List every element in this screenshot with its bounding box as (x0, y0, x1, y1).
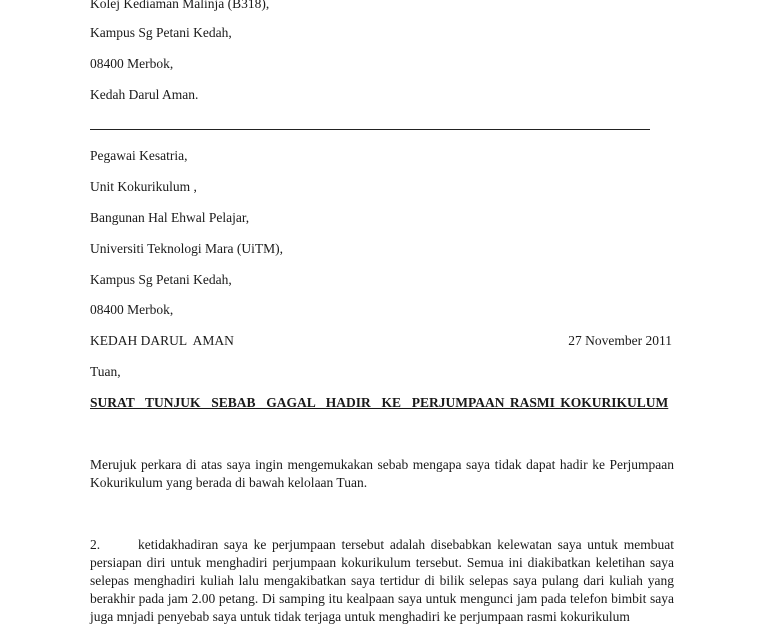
body-paragraph-1 (90, 456, 674, 492)
recipient-address-line-7: KEDAH DARUL AMAN (90, 333, 234, 348)
paragraph-text: ketidakhadiran saya ke perjumpaan tersebut adalah disebabkan kelewatan saya untuk membuat persiapan diri untuk menghadiri perjumpaan kokurikulum tersebut. Semua ini diakibatkan keletihan saya selepas menghadiri kuliah lalu mengakibatkan saya tertidur di bilik selepas saya pulang dari kuliah yang berakhir pada jam 2.00 petang. Di samping itu kealpaan saya untuk mengunci jam pada telefon bimbit saya juga mnjadi penyebab saya untuk tidak terjaga untuk menghadiri ke perjumpaan rasmi kokurikulum (90, 537, 674, 624)
recipient-address-line-6: 08400 Merbok, (90, 302, 174, 317)
sender-address-line-3: 08400 Merbok, (90, 56, 174, 71)
letter-subject: SURAT TUNJUK SEBAB GAGAL HADIR KE PERJUMPAAN RASMI KOKURIKULUM (90, 395, 669, 410)
letter-date: 27 November 2011 (568, 333, 672, 348)
sender-address-line-1: Kolej Kediaman Malinja (B318), (90, 0, 270, 11)
body-paragraph-2 (90, 536, 674, 626)
paragraph-text: Merujuk perkara di atas saya ingin mengemukakan sebab mengapa saya tidak dapat hadir ke Perjumpaan Kokurikulum yang berada di bawah kelolaan Tuan. (90, 457, 674, 490)
sender-address-line-4: Kedah Darul Aman. (90, 87, 199, 102)
recipient-address-line-4: Universiti Teknologi Mara (UiTM), (90, 241, 284, 256)
paragraph-number: 2. (90, 537, 101, 552)
recipient-address-line-5: Kampus Sg Petani Kedah, (90, 272, 232, 287)
salutation: Tuan, (90, 364, 121, 379)
separator-line (90, 129, 650, 130)
recipient-address-line-3: Bangunan Hal Ehwal Pelajar, (90, 210, 250, 225)
sender-address-line-2: Kampus Sg Petani Kedah, (90, 25, 232, 40)
recipient-address-line-2: Unit Kokurikulum , (90, 179, 197, 194)
recipient-address-line-1: Pegawai Kesatria, (90, 148, 188, 163)
